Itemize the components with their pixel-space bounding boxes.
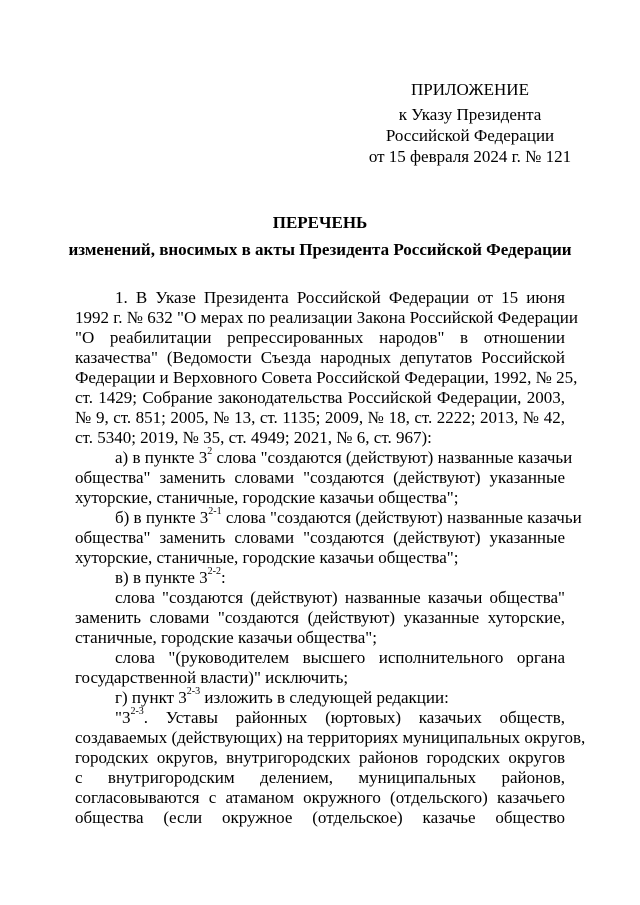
superscript: 2-1 bbox=[208, 506, 222, 518]
text-line-item-g bbox=[115, 688, 565, 708]
superscript: 2-3 bbox=[186, 686, 201, 698]
item-v-start: в) в пункте 3 bbox=[115, 568, 208, 587]
text-line-item-v bbox=[115, 568, 565, 588]
item-b-end: слова "создаются (действуют) названные казачьи bbox=[221, 508, 582, 527]
text-line: хуторские, станичные, городские казачьи общества"; bbox=[75, 488, 459, 507]
text-line: городских округов, внутригородских районов городских округов bbox=[75, 748, 565, 767]
text-line: согласовываются с атаманом окружного (отдельского) казачьего bbox=[75, 788, 565, 807]
appendix-line-1: к Указу Президента bbox=[398, 105, 542, 124]
text-line-item-a bbox=[115, 446, 573, 468]
item-g-start: г) пункт 3 bbox=[115, 688, 187, 707]
text-line: № 9, ст. 851; 2005, № 13, ст. 1135; 2009, № 18, ст. 2222; 2013, № 42, bbox=[75, 408, 565, 427]
appendix-block bbox=[360, 79, 580, 100]
appendix-line-2: Российской Федерации bbox=[385, 126, 555, 145]
text-line: слова "создаются (действуют) названные казачьи общества" bbox=[115, 588, 565, 607]
text-line: Федерации и Верховного Совета Российской Федерации, 1992, № 25, bbox=[75, 368, 578, 387]
appendix-heading: ПРИЛОЖЕНИЕ bbox=[411, 80, 529, 99]
text-line: государственной власти)" исключить; bbox=[75, 668, 349, 687]
text-line: слова "(руководителем высшего исполнительного органа bbox=[115, 648, 565, 667]
text-line: 1992 г. № 632 "О мерах по реализации Закона Российской Федерации bbox=[75, 308, 578, 327]
appendix-line-3: от 15 февраля 2024 г. № 121 bbox=[368, 147, 572, 166]
superscript: 2-3 bbox=[130, 706, 144, 718]
superscript: 2 bbox=[207, 446, 213, 458]
text-line: с внутригородским делением, муниципальных районов, bbox=[75, 768, 565, 787]
text-line: ст. 5340; 2019, № 35, ст. 4949; 2021, № 6, ст. 967): bbox=[75, 428, 432, 447]
superscript: 2-2 bbox=[207, 566, 222, 578]
text-line: общества" заменить словами "создаются (действуют) указанные bbox=[75, 528, 565, 547]
text-line: 1. В Указе Президента Российской Федерации от 15 июня bbox=[115, 288, 565, 307]
text-line: общества (если окружное (отдельское) казачье общество bbox=[75, 808, 565, 827]
quote-start: "3 bbox=[115, 708, 131, 727]
text-line: общества" заменить словами "создаются (действуют) указанные bbox=[75, 468, 565, 487]
text-line: "О реабилитации репрессированных народов" в отношении bbox=[75, 328, 565, 347]
text-line-item-b bbox=[115, 506, 582, 528]
text-line: станичные, городские казачьи общества"; bbox=[75, 628, 377, 647]
document-title: ПЕРЕЧЕНЬ bbox=[272, 213, 368, 232]
item-v-end: : bbox=[221, 568, 226, 587]
text-line-quote-start bbox=[115, 708, 565, 728]
document-subtitle: изменений, вносимых в акты Президента Российской Федерации bbox=[68, 240, 572, 259]
item-b-start: б) в пункте 3 bbox=[115, 508, 209, 527]
quote-rest: . Уставы районных (юртовых) казачьих обществ, bbox=[143, 708, 565, 727]
text-line: ст. 1429; Собрание законодательства Российской Федерации, 2003, bbox=[75, 388, 565, 407]
text-line: казачества" (Ведомости Съезда народных депутатов Российской bbox=[75, 348, 565, 367]
item-g-end: изложить в следующей редакции: bbox=[200, 688, 449, 707]
text-line: заменить словами "создаются (действуют) указанные хуторские, bbox=[75, 608, 565, 627]
text-line: создаваемых (действующих) на территориях муниципальных округов, bbox=[75, 728, 586, 747]
item-a-end: слова "создаются (действуют) названные казачьи bbox=[212, 448, 573, 467]
appendix-decree-ref bbox=[360, 104, 580, 167]
text-line: хуторские, станичные, городские казачьи общества"; bbox=[75, 548, 459, 567]
item-a-start: а) в пункте 3 bbox=[115, 448, 208, 467]
